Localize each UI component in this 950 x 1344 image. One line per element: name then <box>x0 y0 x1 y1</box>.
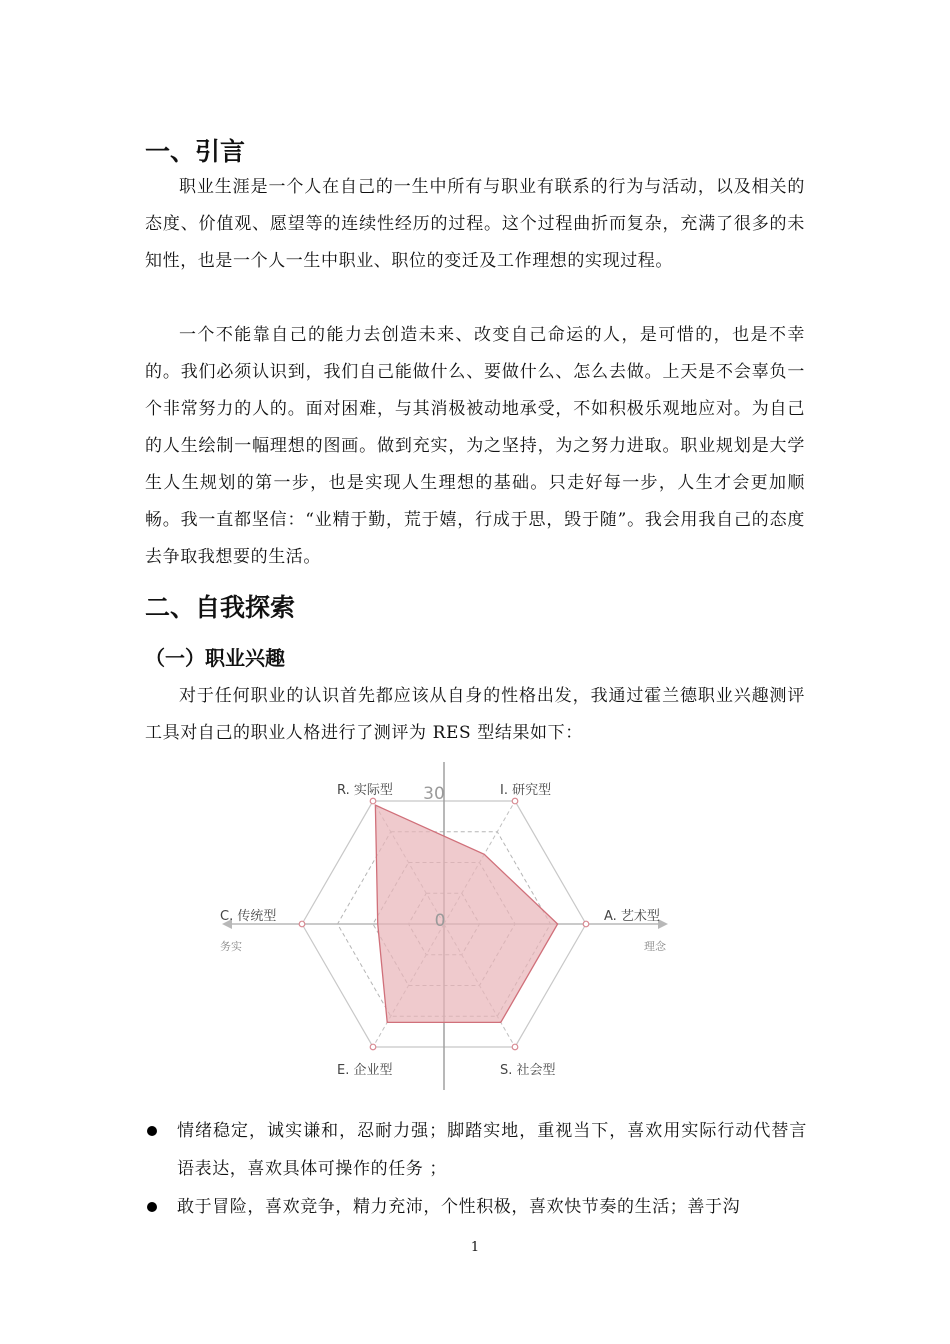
vertex-dot <box>512 1044 518 1050</box>
bullet-item <box>145 1112 807 1188</box>
axis-label: S. 社会型 <box>500 1063 556 1078</box>
vertex-dot <box>583 921 589 927</box>
section-title-intro: 一、引言 <box>145 137 246 166</box>
axis-label: A. 艺术型 <box>604 909 660 924</box>
tick-label: 0 <box>434 911 446 931</box>
page-number: 1 <box>470 1240 480 1255</box>
bullet-dot-icon <box>147 1202 157 1212</box>
section-title-self: 二、自我探索 <box>145 593 296 622</box>
tick-label: 30 <box>423 784 445 804</box>
vertex-dot <box>299 921 305 927</box>
intro-paragraph-2: 一个不能靠自己的能力去创造未来、改变自己命运的人，是可惜的，也是不幸的。我们必须认识到，我们自己能做什么、要做什么、怎么去做。上天是不会辜负一个非常努力的人的。面对困难，与其消极被动地承受，不如积极乐观地应对。为自己的人生绘制一幅理想的图画。做到充实，为之坚持，为之努力进取。职业规划是大学生人生规划的第一步，也是实现人生理想的基础。只走好每一步，人生才会更加顺畅。我一直都坚信：“业精于勤，荒于嬉，行成于思，毁于随”。我会用我自己的态度去争取我想要的生活。 <box>145 325 805 567</box>
axis-label: I. 研究型 <box>500 783 552 798</box>
radar-data-polygon <box>375 805 557 1022</box>
axis-label: C. 传统型 <box>220 909 277 924</box>
interest-paragraph: 对于任何职业的认识首先都应该从自身的性格出发，我通过霍兰德职业兴趣测评工具对自己的职业人格进行了测评为 RES 型结果如下： <box>145 686 805 743</box>
trait-bullet-list <box>145 1112 807 1226</box>
side-label-left: 务实 <box>220 940 242 953</box>
bullet-text: 敢于冒险，喜欢竞争，精力充沛，个性积极，喜欢快节奏的生活；善于沟 <box>177 1197 741 1217</box>
bullet-dot-icon <box>147 1126 157 1136</box>
side-label-right: 理念 <box>644 940 666 953</box>
vertex-dot <box>512 798 518 804</box>
bullet-item <box>145 1188 807 1226</box>
holland-radar-chart <box>200 762 680 1092</box>
vertex-dot <box>370 798 376 804</box>
bullet-text: 情绪稳定，诚实谦和，忍耐力强；脚踏实地，重视当下，喜欢用实际行动代替言语表达，喜欢具体可操作的任务 ； <box>177 1121 807 1179</box>
subsection-title-interest: （一）职业兴趣 <box>145 646 285 670</box>
intro-paragraph-1: 职业生涯是一个人在自己的一生中所有与职业有联系的行为与活动，以及相关的态度、价值观、愿望等的连续性经历的过程。这个过程曲折而复杂，充满了很多的未知性，也是一个人一生中职业、职位的变迁及工作理想的实现过程。 <box>145 177 805 271</box>
axis-label: R. 实际型 <box>337 783 393 798</box>
axis-label: E. 企业型 <box>337 1063 393 1078</box>
vertex-dot <box>370 1044 376 1050</box>
